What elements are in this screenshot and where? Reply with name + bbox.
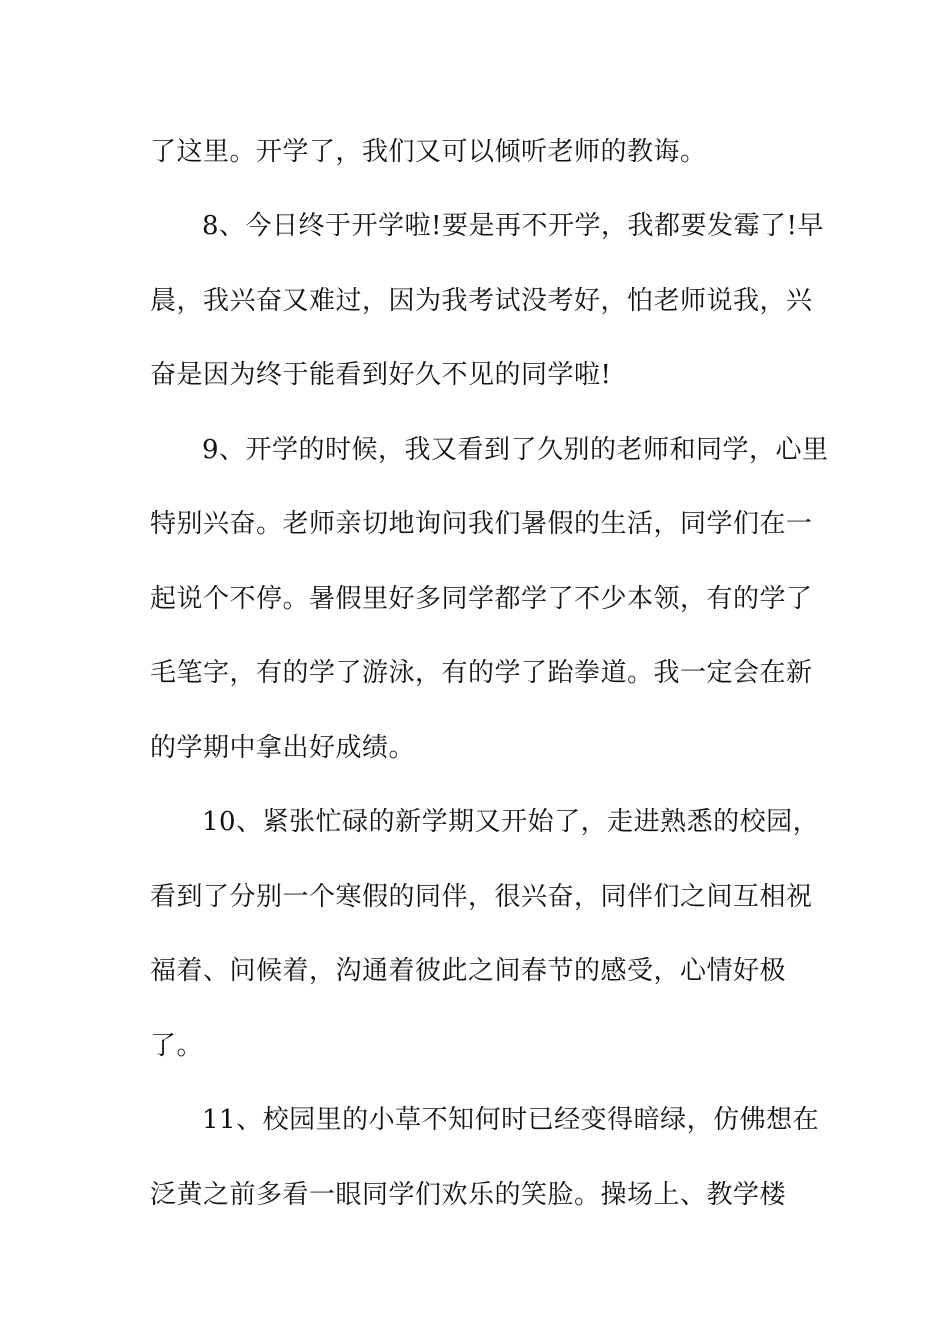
- text-line: 毛笔字，有的学了游泳，有的学了跆拳道。我一定会在新: [150, 658, 813, 688]
- paragraph-10-line-1: 10、紧张忙碌的新学期又开始了，走进熟悉的校园，: [202, 807, 820, 837]
- text-line: 泛黄之前多看一眼同学们欢乐的笑脸。操场上、教学楼: [150, 1180, 787, 1210]
- text-line: 的学期中拿出好成绩。: [150, 733, 416, 763]
- paragraph-11-line-1: 11、校园里的小草不知何时已经变得暗绿，仿佛想在: [202, 1105, 820, 1135]
- text-line: 特别兴奋。老师亲切地询问我们暑假的生活，同学们在一: [150, 509, 813, 539]
- text-line: 起说个不停。暑假里好多同学都学了不少本领，有的学了: [150, 584, 813, 614]
- paragraph-8-line-1: 8、今日终于开学啦!要是再不开学，我都要发霉了!早: [202, 211, 824, 241]
- text-line: 福着、问候着，沟通着彼此之间春节的感受，心情好极: [150, 956, 787, 986]
- text-line: 晨，我兴奋又难过，因为我考试没考好，怕老师说我，兴: [150, 286, 813, 316]
- text-line: 看到了分别一个寒假的同伴，很兴奋，同伴们之间互相祝: [150, 882, 813, 912]
- text-line: 了。: [150, 1031, 204, 1061]
- text-line: 奋是因为终于能看到好久不见的同学啦!: [150, 360, 612, 390]
- text-line: 了这里。开学了，我们又可以倾听老师的教诲。: [150, 137, 707, 167]
- paragraph-9-line-1: 9、开学的时候，我又看到了久别的老师和同学，心里: [202, 435, 829, 465]
